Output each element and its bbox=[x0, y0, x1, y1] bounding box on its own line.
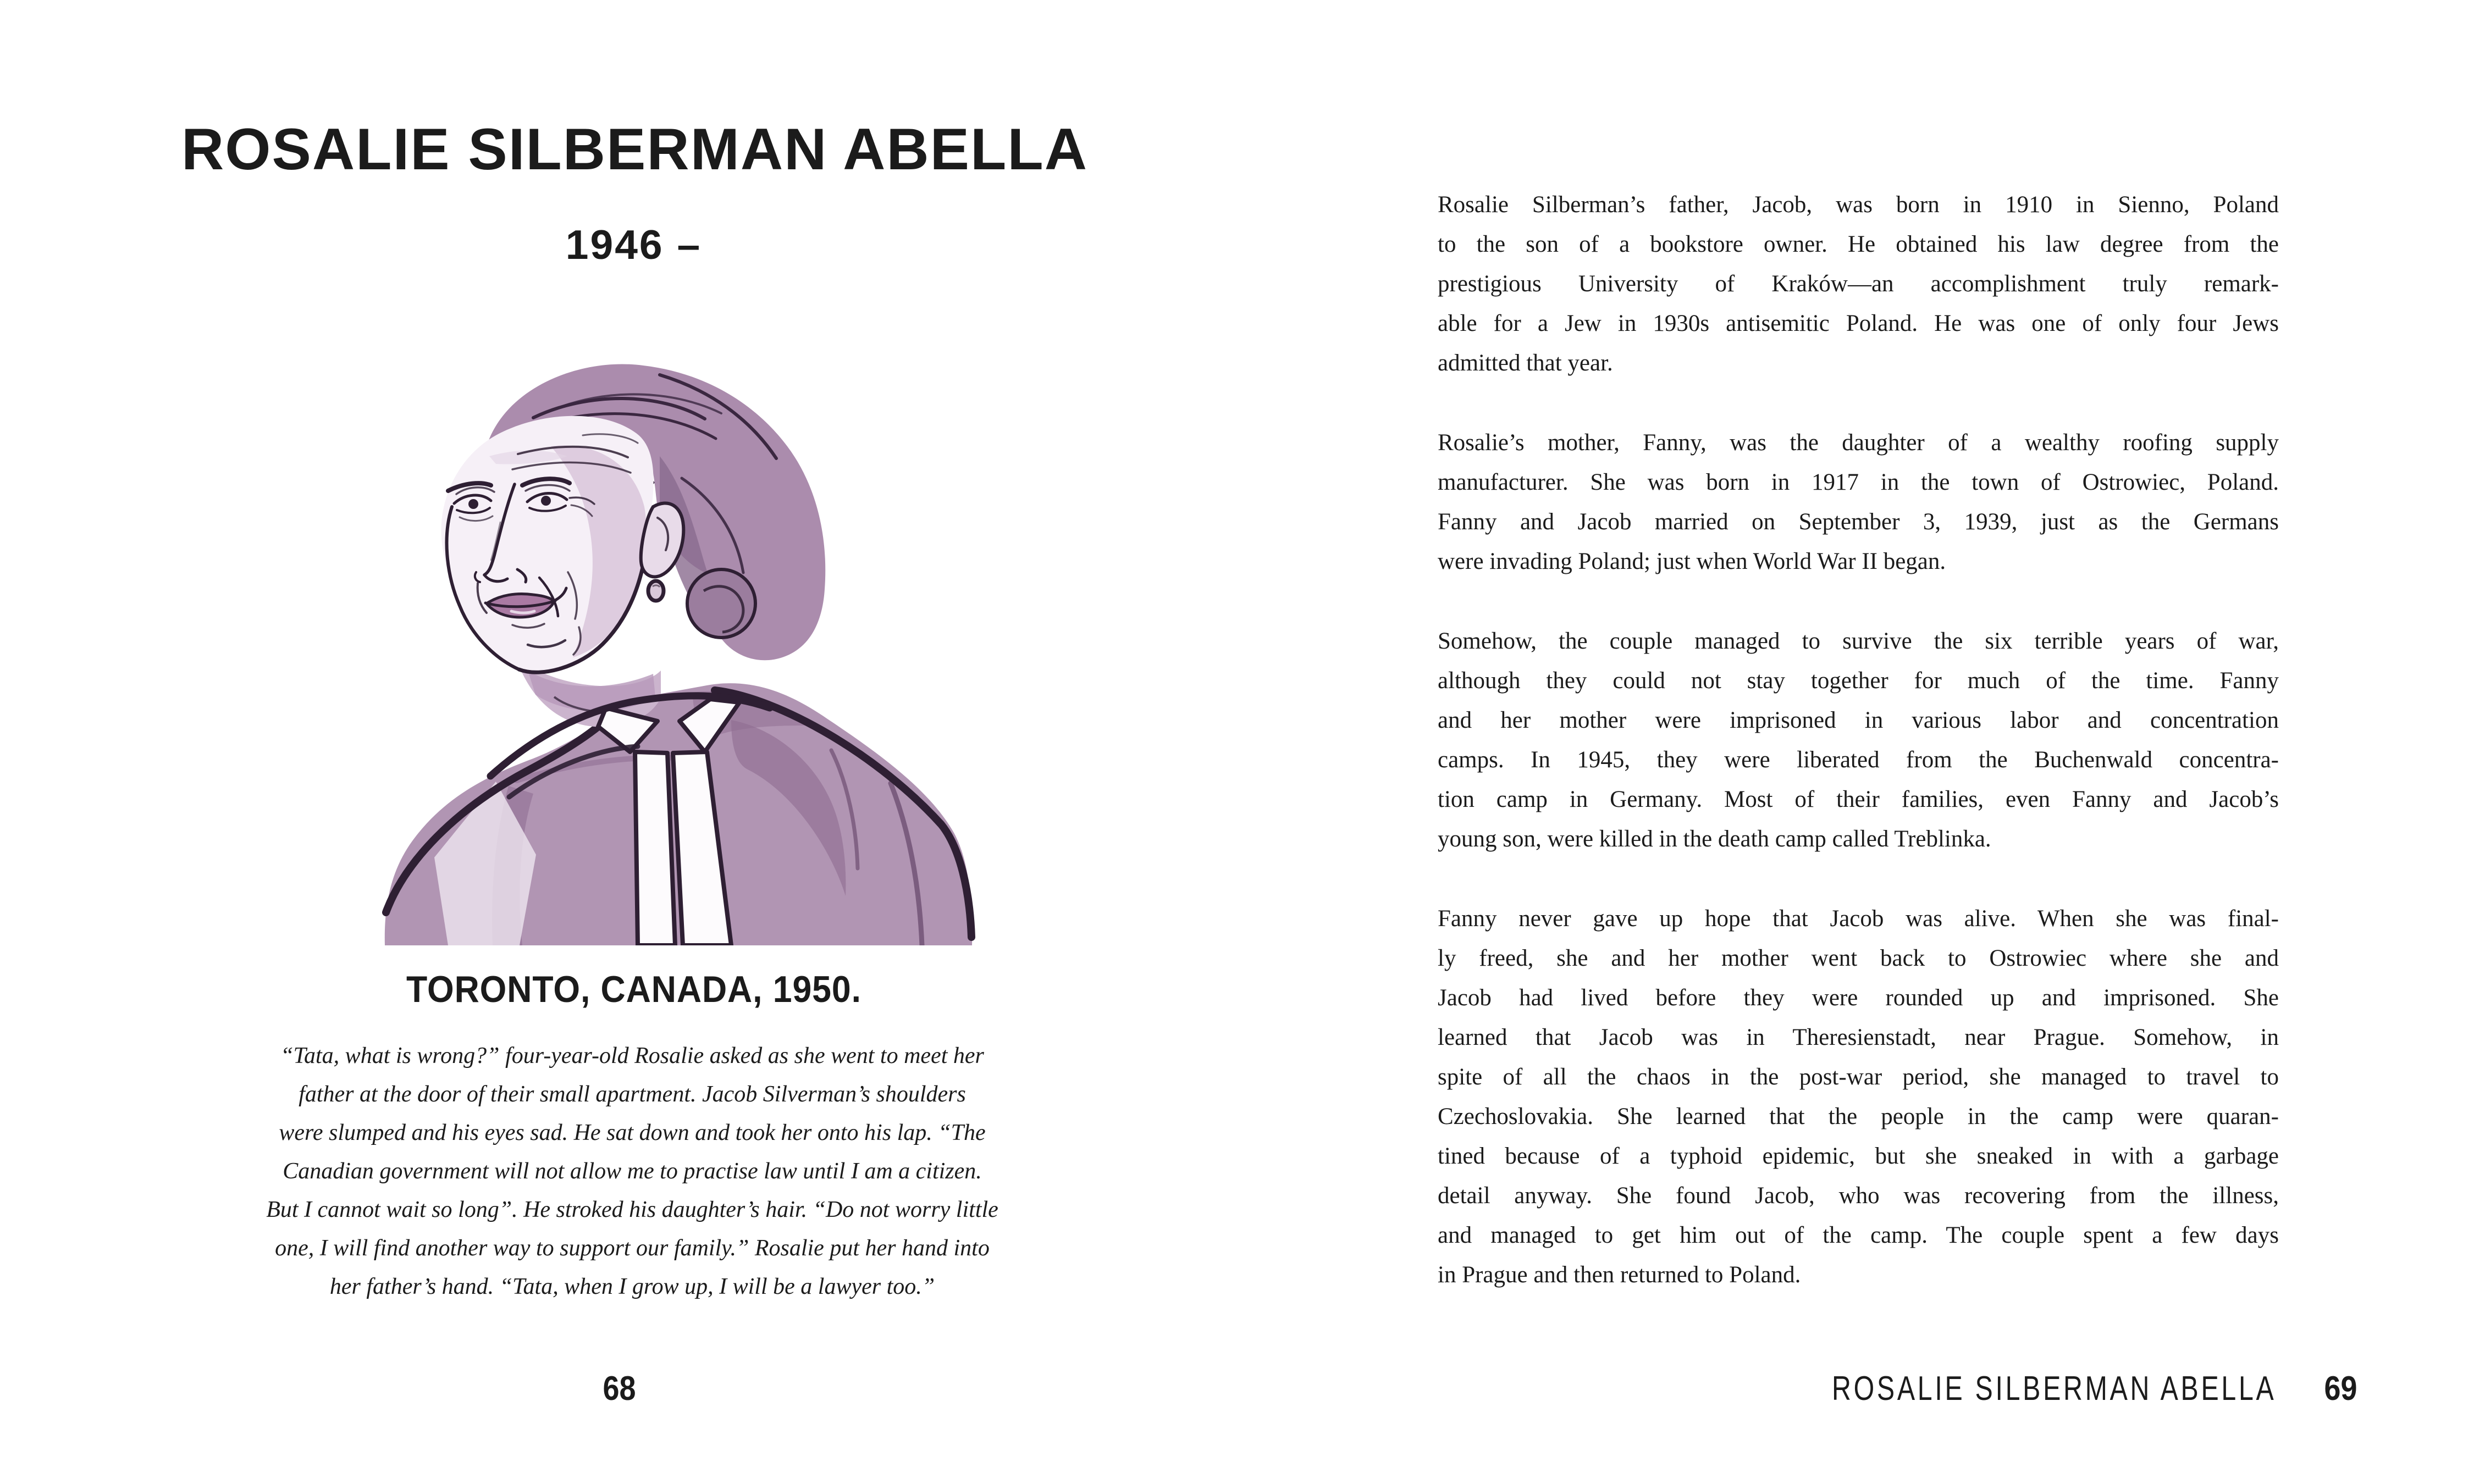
text-line: camps. In 1945, they were liberated from the Buchenwald concentra- bbox=[1438, 747, 2279, 773]
body-text bbox=[1438, 185, 2279, 1335]
chapter-title bbox=[181, 116, 1089, 182]
text-line: “Tata, what is wrong?” four-year-old Rosalie asked as she went to meet her bbox=[280, 1043, 984, 1068]
illustration-caption-text: TORONTO, CANADA, 1950. bbox=[406, 968, 862, 1010]
paragraph-1 bbox=[1438, 185, 2279, 383]
text-line: father at the door of their small apartment. Jacob Silverman’s shoulders bbox=[299, 1082, 966, 1107]
text-line: manufacturer. She was born in 1917 in the town of Ostrowiec, Poland. bbox=[1438, 469, 2279, 495]
paragraph-4 bbox=[1438, 899, 2279, 1295]
text-line: Fanny and Jacob married on September 3, 1939, just as the Germans bbox=[1438, 509, 2279, 535]
text-line: although they could not stay together for much of the time. Fanny bbox=[1438, 668, 2279, 694]
portrait-svg bbox=[352, 341, 984, 945]
text-line: able for a Jew in 1930s antisemitic Poland. He was one of only four Jews bbox=[1438, 311, 2279, 336]
text-line: in Prague and then returned to Poland. bbox=[1438, 1262, 1801, 1288]
text-line: and managed to get him out of the camp. The couple spent a few days bbox=[1438, 1222, 2279, 1248]
text-line: Fanny never gave up hope that Jacob was alive. When she was final- bbox=[1438, 906, 2279, 932]
life-years bbox=[181, 222, 1086, 268]
text-line: tion camp in Germany. Most of their families, even Fanny and Jacob’s bbox=[1438, 787, 2279, 812]
earring bbox=[648, 581, 664, 601]
text-line: her father’s hand. “Tata, when I grow up, I will be a lawyer too.” bbox=[329, 1274, 935, 1299]
text-line: Jacob had lived before they were rounded up and imprisoned. She bbox=[1438, 985, 2279, 1011]
collar-tab-left bbox=[635, 752, 675, 945]
portrait-illustration bbox=[352, 341, 984, 945]
page-number-right bbox=[2310, 1370, 2371, 1408]
text-line: Rosalie’s mother, Fanny, was the daughter of a wealthy roofing supply bbox=[1438, 430, 2279, 456]
page-number-left bbox=[581, 1370, 658, 1408]
opening-quote bbox=[212, 1037, 1053, 1306]
illustration-caption bbox=[181, 968, 1086, 1010]
page-number-right-text: 69 bbox=[2323, 1370, 2357, 1408]
text-line: Rosalie Silberman’s father, Jacob, was born in 1910 in Sienno, Poland bbox=[1438, 192, 2279, 218]
text-line: detail anyway. She found Jacob, who was recovering from the illness, bbox=[1438, 1183, 2279, 1209]
text-line: But I cannot wait so long”. He stroked his daughter’s hair. “Do not worry little bbox=[266, 1197, 998, 1222]
text-line: Canadian government will not allow me to practise law until I am a citizen. bbox=[283, 1159, 982, 1184]
text-line: spite of all the chaos in the post-war period, she managed to travel to bbox=[1438, 1064, 2279, 1090]
text-line: Somehow, the couple managed to survive the six terrible years of war, bbox=[1438, 628, 2279, 654]
text-line: and her mother were imprisoned in various labor and concentration bbox=[1438, 707, 2279, 733]
page-number-left-text: 68 bbox=[602, 1370, 636, 1408]
hair-bun bbox=[687, 569, 755, 638]
right-eye-iris bbox=[541, 496, 551, 506]
text-line: to the son of a bookstore owner. He obtained his law degree from the bbox=[1438, 231, 2279, 257]
text-line: ly freed, she and her mother went back to Ostrowiec where she and bbox=[1438, 945, 2279, 971]
paragraph-3 bbox=[1438, 622, 2279, 859]
text-line: one, I will find another way to support our family.” Rosalie put her hand into bbox=[275, 1236, 990, 1261]
text-line: learned that Jacob was in Theresienstadt, near Prague. Somehow, in bbox=[1438, 1025, 2279, 1050]
text-line: were invading Poland; just when World War II began. bbox=[1438, 549, 1946, 574]
text-line: tined because of a typhoid epidemic, but she sneaked in with a garbage bbox=[1438, 1143, 2279, 1169]
chapter-title-text: ROSALIE SILBERMAN ABELLA bbox=[181, 116, 1089, 182]
text-line: Czechoslovakia. She learned that the people in the camp were quaran- bbox=[1438, 1104, 2279, 1129]
text-line: prestigious University of Kraków—an accomplishment truly remark- bbox=[1438, 271, 2279, 297]
paragraph-2 bbox=[1438, 423, 2279, 582]
life-years-text: 1946 – bbox=[565, 222, 702, 268]
left-eye-iris bbox=[468, 499, 478, 509]
running-head-text: ROSALIE SILBERMAN ABELLA bbox=[1831, 1370, 2276, 1408]
running-head bbox=[1707, 1370, 2277, 1408]
text-line: young son, were killed in the death camp called Treblinka. bbox=[1438, 826, 1991, 852]
text-line: admitted that year. bbox=[1438, 350, 1613, 376]
text-line: were slumped and his eyes sad. He sat down and took her onto his lap. “The bbox=[279, 1120, 986, 1145]
